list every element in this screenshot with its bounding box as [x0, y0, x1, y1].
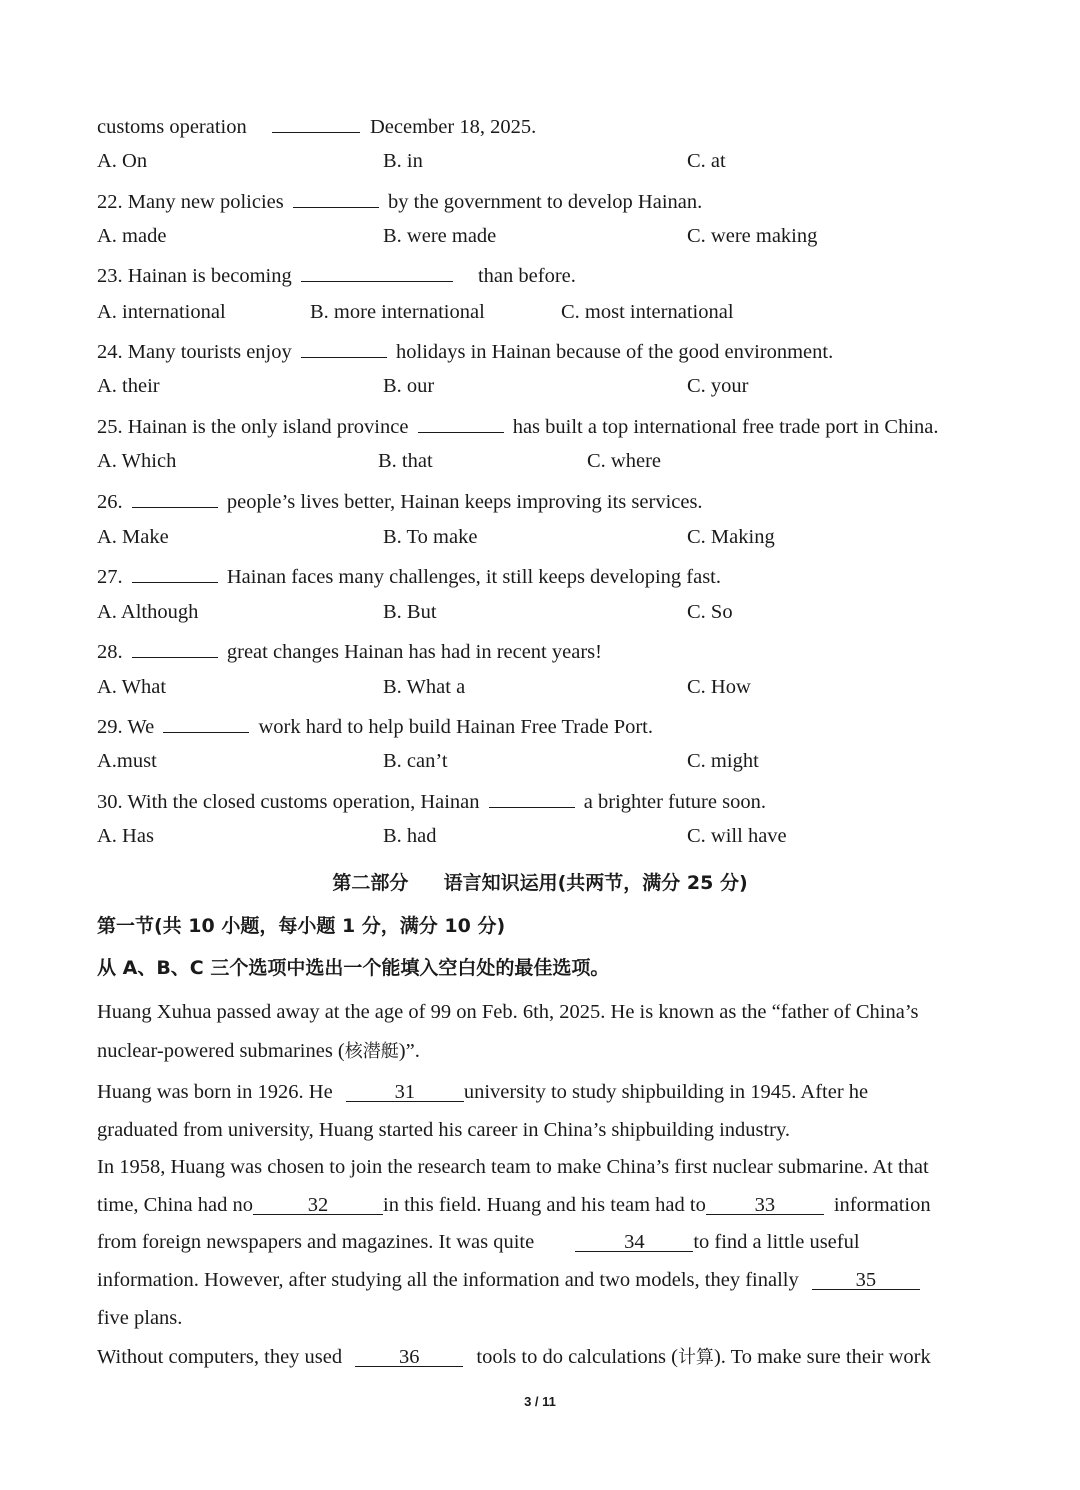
passage-p3-line5: five plans.: [97, 1307, 183, 1329]
stem-text: 23. Hainan is becoming: [97, 265, 292, 287]
stem-text: 28.: [97, 641, 123, 663]
question-22-stem: [97, 189, 702, 213]
option-b: B. in: [383, 150, 423, 172]
stem-text: by the government to develop Hainan.: [388, 191, 703, 213]
option-b: B. To make: [383, 526, 478, 548]
question-21-stem: [97, 114, 536, 138]
passage-p3-line2: [97, 1195, 931, 1216]
stem-text: 30. With the closed customs operation, Hainan: [97, 791, 480, 813]
answer-blank: [301, 263, 453, 282]
option-c: C. at: [687, 150, 726, 172]
instruction: 从 A、B、C 三个选项中选出一个能填入空白处的最佳选项。: [97, 957, 610, 979]
question-30-stem: [97, 789, 766, 813]
option-c: C. where: [587, 450, 662, 472]
blank-32: 32: [253, 1196, 383, 1215]
blank-34: 34: [575, 1233, 693, 1252]
passage-text: nuclear-powered submarines (: [97, 1040, 345, 1062]
stem-text: 27.: [97, 566, 123, 588]
stem-text: 29. We: [97, 716, 155, 738]
stem-text: work hard to help build Hainan Free Trade Port.: [258, 716, 654, 738]
option-b: B. can’t: [383, 750, 448, 772]
stem-text: customs operation: [97, 116, 247, 138]
answer-blank: [163, 714, 249, 733]
question-29-stem: [97, 714, 653, 738]
answer-blank: [301, 339, 387, 358]
passage-text: to find a little useful: [693, 1231, 860, 1253]
option-c: C. will have: [687, 825, 787, 847]
stem-text: a brighter future soon.: [583, 791, 766, 813]
blank-31: 31: [346, 1083, 464, 1102]
stem-text: Hainan faces many challenges, it still keeps developing fast.: [226, 566, 721, 588]
stem-text: great changes Hainan has had in recent years!: [226, 641, 602, 663]
option-a: A. international: [97, 301, 226, 323]
passage-p2-line2: graduated from university, Huang started his career in China’s shipbuilding industry.: [97, 1119, 791, 1141]
stem-text: has built a top international free trade port in China.: [512, 416, 939, 438]
passage-p1-line1: Huang Xuhua passed away at the age of 99 on Feb. 6th, 2025. He is known as the “father of China’s: [97, 1001, 919, 1023]
passage-text: Without computers, they used: [97, 1346, 343, 1368]
option-a: A. Which: [97, 450, 177, 472]
question-23-stem: [97, 263, 576, 287]
question-24-stem: [97, 339, 833, 363]
passage-text: information. However, after studying all the information and two models, they finally: [97, 1269, 799, 1291]
option-a: A. their: [97, 375, 160, 397]
option-c: C. So: [687, 601, 733, 623]
part2-title-b: 语言知识运用(共两节，满分 25 分): [443, 872, 748, 894]
part2-title-a: 第二部分: [332, 872, 409, 894]
stem-text: 24. Many tourists enjoy: [97, 341, 292, 363]
stem-text: than before.: [477, 265, 576, 287]
stem-text: holidays in Hainan because of the good environment.: [396, 341, 834, 363]
blank-35: 35: [812, 1271, 920, 1290]
option-c: C. were making: [687, 225, 818, 247]
passage-text: )”.: [398, 1040, 420, 1062]
passage-cn-term: 计算: [677, 1347, 714, 1368]
passage-text: tools to do calculations (: [476, 1346, 678, 1368]
passage-p4-line1: [97, 1347, 931, 1368]
option-c: C. Making: [687, 526, 775, 548]
option-a: A. Has: [97, 825, 154, 847]
option-a: A. What: [97, 676, 167, 698]
passage-p3-line3: [97, 1232, 860, 1253]
answer-blank: [293, 189, 379, 208]
passage-p1-line2: [97, 1041, 420, 1062]
answer-blank: [489, 789, 575, 808]
option-c: C. your: [687, 375, 749, 397]
option-b: B. more international: [310, 301, 485, 323]
answer-blank: [132, 489, 218, 508]
blank-36: 36: [355, 1348, 463, 1367]
option-c: C. might: [687, 750, 759, 772]
passage-text: Huang was born in 1926. He: [97, 1081, 333, 1103]
option-a: A. made: [97, 225, 167, 247]
passage-text: ). To make sure their work: [713, 1346, 931, 1368]
option-b: B. What a: [383, 676, 466, 698]
stem-text: people’s lives better, Hainan keeps improving its services.: [226, 491, 703, 513]
blank-33: 33: [706, 1196, 824, 1215]
passage-text: in this field. Huang and his team had to: [383, 1194, 706, 1216]
option-c: C. most international: [561, 301, 734, 323]
option-b: B. But: [383, 601, 437, 623]
answer-blank: [272, 114, 360, 133]
stem-text: 22. Many new policies: [97, 191, 284, 213]
stem-text: 26.: [97, 491, 123, 513]
passage-p3-line4: [97, 1270, 920, 1291]
stem-text: December 18, 2025.: [370, 116, 537, 138]
part2-title: [0, 874, 1080, 893]
stem-text: 25. Hainan is the only island province: [97, 416, 409, 438]
option-a: A. On: [97, 150, 148, 172]
option-a: A. Make: [97, 526, 169, 548]
page-number: 3 / 11: [524, 1394, 556, 1409]
answer-blank: [132, 639, 218, 658]
option-a: A. Although: [97, 601, 199, 623]
passage-text: from foreign newspapers and magazines. It was quite: [97, 1231, 535, 1253]
passage-text: university to study shipbuilding in 1945. After he: [463, 1081, 869, 1103]
passage-text: information: [833, 1194, 931, 1216]
answer-blank: [132, 564, 218, 583]
option-c: C. How: [687, 676, 751, 698]
passage-text: time, China had no: [97, 1194, 254, 1216]
option-b: B. were made: [383, 225, 497, 247]
option-a: A.must: [97, 750, 157, 772]
passage-p2-line1: [97, 1082, 868, 1103]
answer-blank: [418, 414, 504, 433]
question-25-stem: [97, 414, 939, 438]
question-28-stem: [97, 639, 602, 663]
question-27-stem: [97, 564, 721, 588]
option-b: B. that: [378, 450, 433, 472]
passage-p3-line1: In 1958, Huang was chosen to join the research team to make China’s first nuclear submarine. At that: [97, 1156, 929, 1178]
section1-heading: 第一节(共 10 小题，每小题 1 分，满分 10 分): [97, 915, 506, 937]
question-26-stem: [97, 489, 703, 513]
option-b: B. had: [383, 825, 437, 847]
passage-cn-term: 核潜艇: [344, 1041, 399, 1062]
option-b: B. our: [383, 375, 435, 397]
